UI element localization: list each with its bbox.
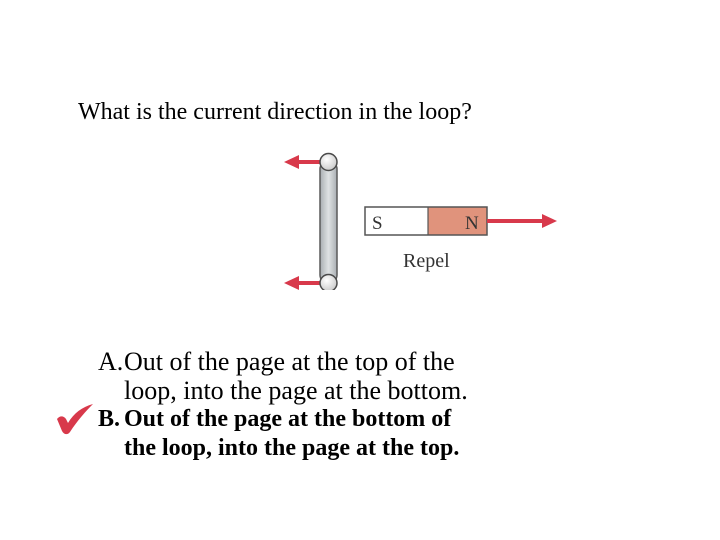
loop-magnet-diagram: [270, 140, 570, 290]
south-label: S: [372, 213, 383, 234]
question-text: What is the current direction in the loop?: [78, 99, 472, 125]
magnet-arrow-right-icon: [487, 214, 557, 228]
choice-a: [98, 347, 468, 405]
loop-bottom-terminal: [320, 275, 337, 291]
loop-bottom-arrow-icon: [284, 276, 324, 290]
repel-caption: Repel: [403, 250, 450, 272]
choice-text-line: Out of the page at the bottom of: [124, 406, 452, 432]
choice-letter: A.: [98, 347, 124, 376]
choice-text-line: Out of the page at the top of the: [124, 347, 455, 376]
bar-magnet: [365, 207, 487, 235]
choice-b: [98, 405, 468, 463]
loop-top-terminal: [320, 154, 337, 171]
answer-choices: [98, 347, 468, 463]
loop-conductor: [320, 161, 337, 283]
choice-text-line: the loop, into the page at the top.: [124, 435, 460, 461]
north-label: N: [465, 213, 479, 234]
choice-letter: B.: [98, 406, 121, 432]
choice-text-line: loop, into the page at the bottom.: [124, 376, 468, 405]
loop-top-arrow-icon: [284, 155, 324, 169]
checkmark-icon: [55, 402, 95, 436]
